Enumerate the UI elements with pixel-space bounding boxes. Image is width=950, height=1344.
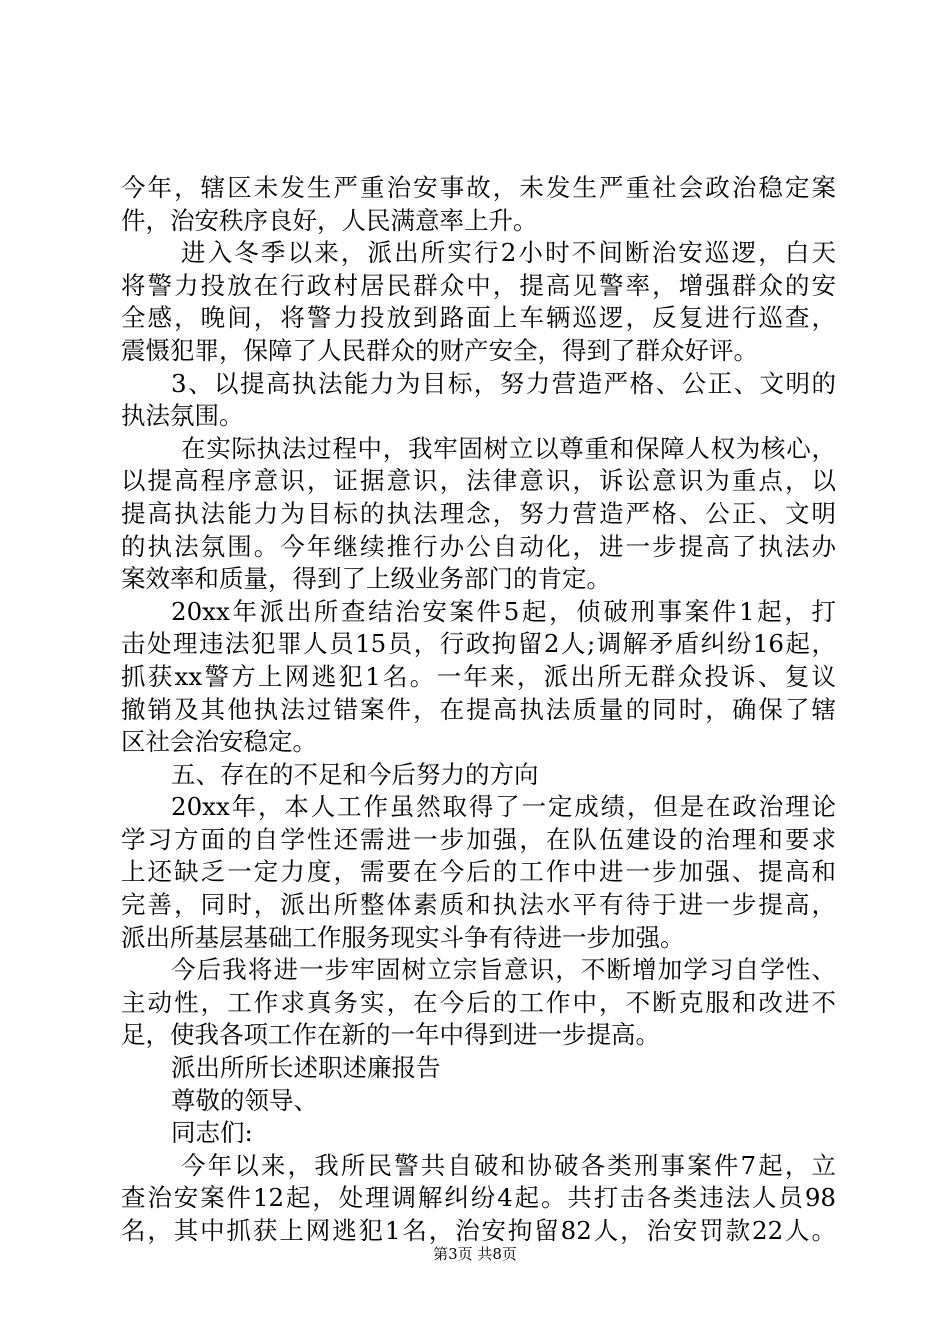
text-line: 今年以来，我所民警共自破和协破各类刑事案件7起，立 xyxy=(181,1150,836,1180)
section-heading: 3、以提高执法能力为目标，努力营造严格、公正、文明的 xyxy=(171,368,836,398)
text-line: 的执法氛围。今年继续推行办公自动化，进一步提高了执法办 xyxy=(121,531,836,561)
text-line: 上还缺乏一定力度，需要在今后的工作中进一步加强、提高和 xyxy=(121,857,836,887)
salutation: 尊敬的领导、 xyxy=(171,1085,318,1115)
text-line: 案效率和质量，得到了上级业务部门的肯定。 xyxy=(121,564,611,594)
text-line: 查治安案件12起，处理调解纠纷4起。共打击各类违法人员98 xyxy=(121,1183,836,1213)
text-line: 撤销及其他执法过错案件，在提高执法质量的同时，确保了辖 xyxy=(121,694,836,724)
text-line: 名，其中抓获上网逃犯1名，治安拘留82人，治安罚款22人。 xyxy=(121,1216,836,1245)
text-line: 主动性，工作求真务实，在今后的工作中，不断克服和改进不 xyxy=(121,987,836,1017)
section-heading: 五、存在的不足和今后努力的方向 xyxy=(171,759,539,789)
salutation: 同志们: xyxy=(171,1118,253,1148)
text-line: 派出所基层基础工作服务现实斗争有待进一步加强。 xyxy=(121,922,685,952)
text-line: 以提高程序意识，证据意识，法律意识，诉讼意识为重点，以 xyxy=(121,466,836,496)
text-line: 20xx年派出所查结治安案件5起，侦破刑事案件1起，打 xyxy=(171,596,836,626)
text-line: 震慑犯罪，保障了人民群众的财产安全，得到了群众好评。 xyxy=(121,335,758,365)
text-line: 全感，晚间，将警力投放到路面上车辆巡逻，反复进行巡查， xyxy=(121,303,836,333)
text-line: 抓获xx警方上网逃犯1名。一年来，派出所无群众投诉、复议 xyxy=(121,661,836,691)
text-line: 学习方面的自学性还需进一步加强，在队伍建设的治理和要求 xyxy=(121,824,836,854)
text-line: 区社会治安稳定。 xyxy=(121,727,317,757)
text-line: 20xx年，本人工作虽然取得了一定成绩，但是在政治理论 xyxy=(171,792,836,822)
text-line: 件，治安秩序良好，人民满意率上升。 xyxy=(121,205,538,235)
text-line: 提高执法能力为目标的执法理念，努力营造严格、公正、文明 xyxy=(121,498,836,528)
section-heading: 执法氛围。 xyxy=(121,401,244,431)
document-body xyxy=(121,172,836,1248)
text-line: 完善，同时，派出所整体素质和执法水平有待于进一步提高， xyxy=(121,890,836,920)
text-line: 足，使我各项工作在新的一年中得到进一步提高。 xyxy=(121,1020,660,1050)
report-title: 派出所所长述职述廉报告 xyxy=(171,1053,441,1083)
text-line: 击处理违法犯罪人员15员，行政拘留2人;调解矛盾纠纷16起， xyxy=(121,629,836,659)
page-number: 第3页 共8页 xyxy=(433,1245,517,1263)
text-line: 进入冬季以来，派出所实行2小时不间断治安巡逻，白天 xyxy=(181,238,836,268)
text-line: 今后我将进一步牢固树立宗旨意识，不断增加学习自学性、 xyxy=(171,955,836,985)
text-line: 在实际执法过程中，我牢固树立以尊重和保障人权为核心， xyxy=(181,433,836,463)
text-line: 今年，辖区未发生严重治安事故，未发生严重社会政治稳定案 xyxy=(121,173,836,202)
text-line: 将警力投放在行政村居民群众中，提高见警率，增强群众的安 xyxy=(121,270,836,300)
